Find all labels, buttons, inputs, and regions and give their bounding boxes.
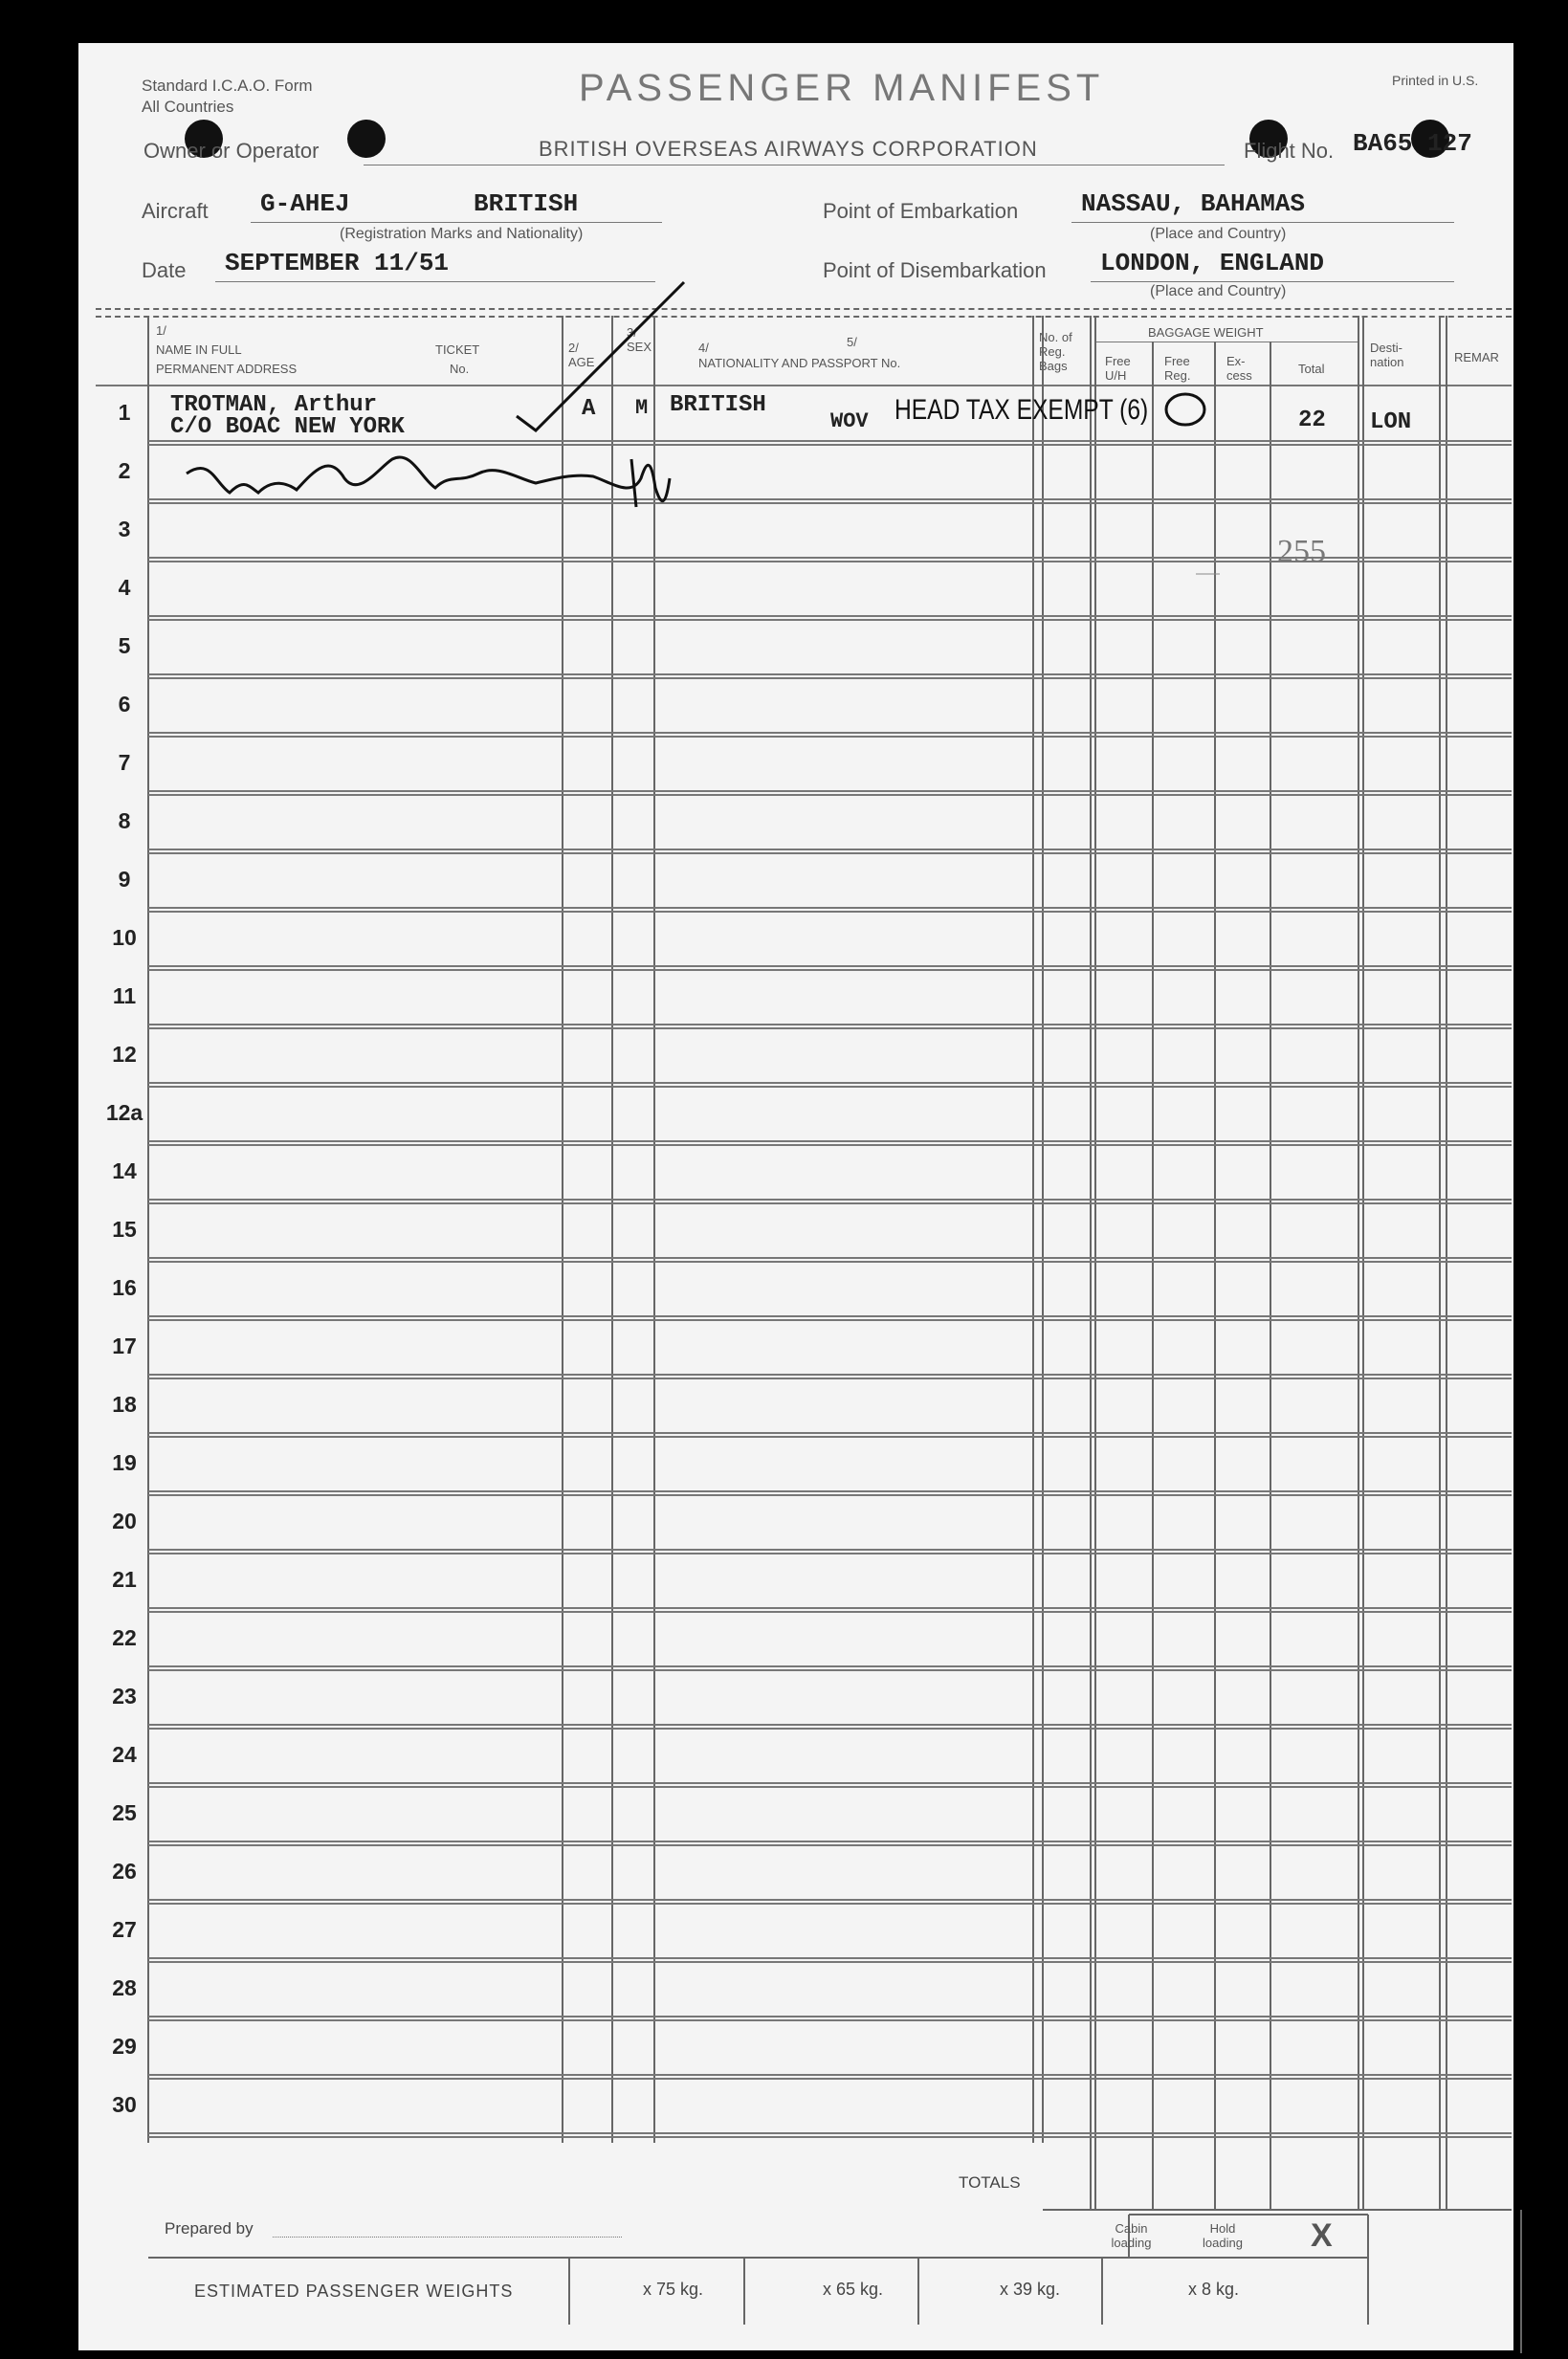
aircraft-label: Aircraft <box>142 199 209 223</box>
passenger-age: A <box>582 396 596 422</box>
cabin-loading-label: Cabin loading <box>1111 2221 1152 2250</box>
printed-label: Printed in U.S. <box>1392 73 1479 88</box>
row-number: 22 <box>112 1625 137 1650</box>
row-number: 9 <box>118 867 131 892</box>
row-number: 29 <box>112 2034 137 2059</box>
estimated-weights-label: ESTIMATED PASSENGER WEIGHTS <box>194 2282 514 2301</box>
header-nationality: NATIONALITY AND PASSPORT No. <box>698 356 901 370</box>
weight-65: x 65 kg. <box>823 2280 884 2299</box>
row-number: 24 <box>112 1742 137 1767</box>
header-baggage-weight: BAGGAGE WEIGHT <box>1148 325 1264 340</box>
header-free-uh: Free U/H <box>1105 354 1131 383</box>
header-nat-num: 4/ <box>698 341 709 355</box>
row-number: 11 <box>112 983 137 1008</box>
row-number: 23 <box>112 1684 137 1709</box>
header-remarks: REMAR <box>1454 350 1499 364</box>
circle-mark <box>1166 394 1204 425</box>
row-number: 7 <box>118 750 131 775</box>
weight-39: x 39 kg. <box>1000 2280 1061 2299</box>
airline-name: BRITISH OVERSEAS AIRWAYS CORPORATION <box>539 137 1038 161</box>
row-number: 18 <box>112 1392 137 1417</box>
embarkation-label: Point of Embarkation <box>823 199 1019 223</box>
passenger-sex: M <box>635 396 649 420</box>
row-number: 8 <box>118 808 131 833</box>
date-value: SEPTEMBER 11/51 <box>225 249 450 277</box>
flight-label: Flight No. <box>1244 139 1335 163</box>
page-title: PASSENGER MANIFEST <box>579 67 1105 109</box>
passenger-passport: WOV <box>830 409 869 433</box>
owner-label: Owner or Operator <box>144 139 320 163</box>
row-number: 16 <box>112 1275 137 1300</box>
row-number: 10 <box>112 925 137 950</box>
header-ticket: TICKET <box>435 342 480 357</box>
row-number: 14 <box>112 1158 137 1183</box>
row-number: 6 <box>118 692 131 717</box>
checkmark-icon <box>517 282 684 430</box>
row-number: 12 <box>112 1042 137 1067</box>
header-bags: No. of Reg. Bags <box>1039 330 1072 373</box>
aircraft-registration: G-AHEJ <box>260 189 350 218</box>
header-name-num: 1/ <box>156 323 166 338</box>
header-ticket-no: No. <box>450 362 470 376</box>
row-number: 28 <box>112 1975 137 2000</box>
weight-total-annotation: 255 <box>1277 534 1326 569</box>
passenger-address: C/O BOAC NEW YORK <box>170 414 405 440</box>
disembarkation-caption: (Place and Country) <box>1150 283 1287 299</box>
row-number: 4 <box>118 575 131 600</box>
row-number: 20 <box>112 1509 137 1533</box>
header-destination: Desti- nation <box>1370 341 1404 369</box>
aircraft-caption: (Registration Marks and Nationality) <box>340 226 584 242</box>
countries-label: All Countries <box>142 98 234 116</box>
header-excess: Ex- cess <box>1226 354 1252 383</box>
disembarkation-value: LONDON, ENGLAND <box>1100 249 1325 277</box>
header-address: PERMANENT ADDRESS <box>156 362 298 376</box>
header-total: Total <box>1298 362 1325 376</box>
date-label: Date <box>142 258 187 282</box>
row-number: 30 <box>112 2092 137 2117</box>
totals-label: TOTALS <box>959 2173 1021 2192</box>
row-number: 12a <box>105 1100 144 1125</box>
weight-8: x 8 kg. <box>1188 2280 1240 2299</box>
row-number: 3 <box>118 517 131 541</box>
passenger-name: TROTMAN, Arthur <box>170 392 378 418</box>
row-number: 19 <box>112 1450 137 1475</box>
passenger-total: 22 <box>1298 408 1326 433</box>
footer-mark: X <box>1311 2217 1333 2254</box>
header-sex: 3/ SEX <box>627 325 652 354</box>
header-free-reg: Free Reg. <box>1164 354 1191 383</box>
row-number: 21 <box>112 1567 137 1592</box>
embarkation-caption: (Place and Country) <box>1150 226 1287 242</box>
prepared-by-line <box>273 2237 622 2238</box>
row-number: 26 <box>112 1859 137 1884</box>
disembarkation-label: Point of Disembarkation <box>823 258 1047 282</box>
head-tax-note: HEAD TAX EXEMPT (6) <box>894 394 1149 426</box>
row-number: 27 <box>112 1917 137 1942</box>
header-name: NAME IN FULL <box>156 342 242 357</box>
header-age: 2/ AGE <box>568 341 595 369</box>
weight-75: x 75 kg. <box>643 2280 704 2299</box>
row-number: 2 <box>118 458 131 483</box>
prepared-by-label: Prepared by <box>165 2219 254 2238</box>
row-number: 17 <box>112 1334 137 1358</box>
aircraft-nationality: BRITISH <box>474 189 579 218</box>
row-number: 25 <box>112 1800 137 1825</box>
passenger-destination: LON <box>1370 409 1412 435</box>
standard-form-label: Standard I.C.A.O. Form <box>142 77 313 95</box>
row-number: 5 <box>118 633 131 658</box>
header-passport-num: 5/ <box>847 335 857 349</box>
hold-loading-label: Hold loading <box>1203 2221 1243 2250</box>
flight-number: BA65 127 <box>1353 129 1472 158</box>
row-number: 1 <box>118 400 131 425</box>
embarkation-value: NASSAU, BAHAMAS <box>1081 189 1306 218</box>
row-number: 15 <box>112 1217 137 1242</box>
passenger-nationality: BRITISH <box>670 392 766 418</box>
